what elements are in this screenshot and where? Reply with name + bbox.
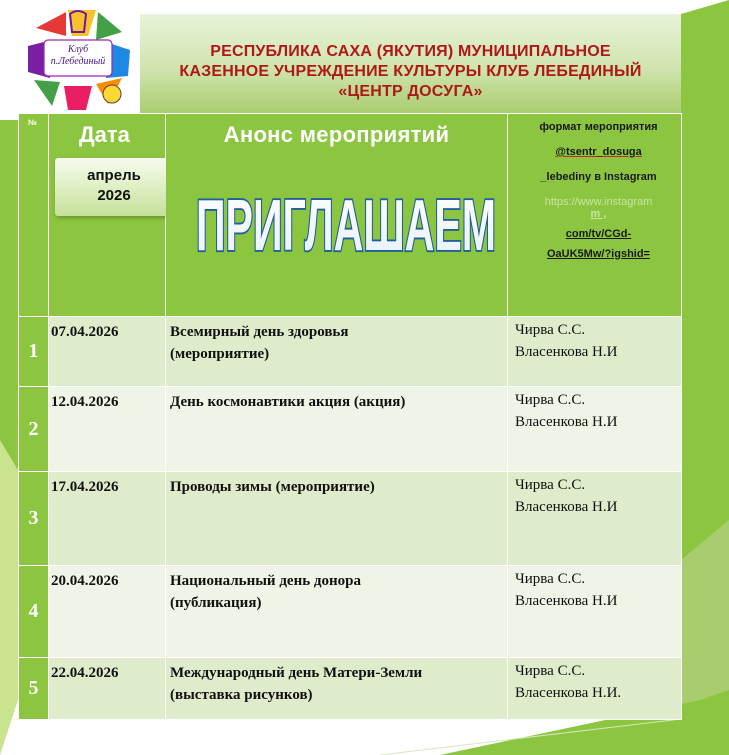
event-line2: (публикация) [170, 595, 262, 611]
row-number: 3 [19, 472, 49, 566]
event-line1: Национальный день донора [170, 573, 361, 589]
column-format-header [508, 114, 682, 317]
title-line-3: «ЦЕНТР ДОСУГА» [338, 83, 483, 100]
row-number: 2 [19, 387, 49, 472]
table-row [19, 387, 682, 472]
responsible-line2: Власенкова Н.И [515, 593, 618, 609]
table-row [19, 566, 682, 658]
date-header-label: Дата [79, 122, 130, 147]
responsible-line2: Власенкова Н.И [515, 344, 618, 360]
responsible-line2: Власенкова Н.И. [515, 685, 622, 701]
instagram-handle-suffix: _lebediny в Instagram [540, 171, 657, 183]
row-event [166, 566, 508, 658]
format-label: формат мероприятия [539, 121, 658, 133]
event-line2: (выставка рисунков) [170, 687, 313, 703]
title-line-1: РЕСПУБЛИКА САХА (ЯКУТИЯ) МУНИЦИПАЛЬНОЕ [210, 43, 611, 60]
responsible-line2: Власенкова Н.И [515, 414, 618, 430]
event-line1: День космонавтики акция (акция) [170, 394, 406, 410]
row-number: 5 [19, 658, 49, 720]
row-responsible [508, 566, 682, 658]
table-row [19, 317, 682, 387]
responsible-line2: Власенкова Н.И [515, 499, 618, 515]
anons-header-label: Анонс мероприятий [223, 122, 450, 147]
column-number-header: № [19, 114, 49, 317]
row-responsible [508, 317, 682, 387]
event-line1: Всемирный день здоровья [170, 324, 349, 340]
row-responsible [508, 658, 682, 720]
left-light-stripe [0, 440, 18, 755]
month-badge [55, 158, 173, 216]
table-row [19, 658, 682, 720]
event-line1: Проводы зимы (мероприятие) [170, 479, 375, 495]
instagram-handle: @tsentr_dosuga [555, 146, 642, 158]
event-line1: Международный день Матери-Земли [170, 665, 423, 681]
logo-text-line1: Клуб [67, 44, 89, 55]
invite-wordart-text: ПРИГЛАШАЕМ [196, 184, 496, 266]
column-date-header [49, 114, 166, 317]
club-logo [22, 6, 134, 112]
row-date: 17.04.2026 [49, 472, 166, 566]
month-name: апрель [87, 167, 141, 184]
logo-text-line2: п.Лебединый [50, 56, 106, 67]
row-event [166, 658, 508, 720]
row-date: 12.04.2026 [49, 387, 166, 472]
row-event [166, 472, 508, 566]
row-responsible [508, 387, 682, 472]
header-banner [140, 14, 681, 114]
instagram-url-faded[interactable]: https://www.instagram [544, 196, 653, 208]
responsible-line1: Чирва С.С. [515, 571, 586, 587]
row-date: 22.04.2026 [49, 658, 166, 720]
responsible-line1: Чирва С.С. [515, 322, 586, 338]
title-line-2: КАЗЕННОЕ УЧРЕЖДЕНИЕ КУЛЬТУРЫ КЛУБ ЛЕБЕДИНЫЙ [179, 63, 642, 80]
row-event [166, 317, 508, 387]
responsible-line1: Чирва С.С. [515, 477, 586, 493]
row-date: 20.04.2026 [49, 566, 166, 658]
instagram-url-part2[interactable]: OaUK5Mw/?igshid= [547, 248, 650, 260]
row-date: 07.04.2026 [49, 317, 166, 387]
responsible-line1: Чирва С.С. [515, 392, 586, 408]
instagram-url-part1[interactable]: com/tv/CGd- [565, 228, 632, 240]
month-year: 2026 [97, 187, 131, 204]
instagram-url-comma[interactable]: m , [590, 208, 607, 220]
row-number: 4 [19, 566, 49, 658]
organization-title [140, 42, 681, 102]
row-responsible [508, 472, 682, 566]
table-row [19, 472, 682, 566]
row-number: 1 [19, 317, 49, 387]
row-event [166, 387, 508, 472]
invite-wordart [187, 170, 505, 270]
responsible-line1: Чирва С.С. [515, 663, 586, 679]
event-line2: (мероприятие) [170, 346, 270, 362]
